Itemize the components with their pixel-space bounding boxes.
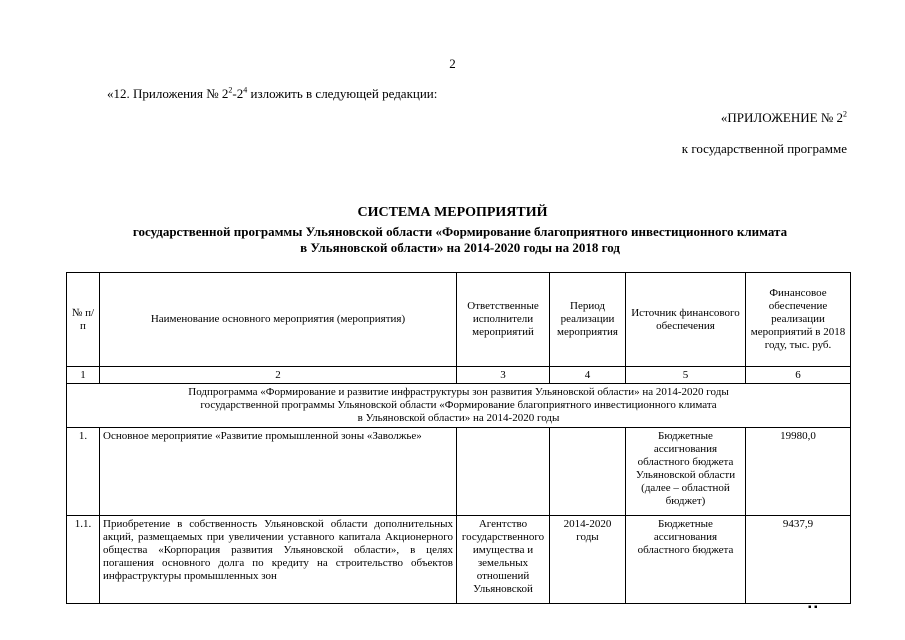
row-name: Основное мероприятие «Развитие промышленной зоны «Заволжье» (100, 428, 457, 516)
row-executors (457, 428, 550, 516)
intro-sup-1: 2 (228, 85, 233, 95)
subtitle-line-2: в Ульяновской области» на 2014-2020 годы на 2018 год (300, 240, 620, 255)
row-num: 1. (67, 428, 100, 516)
subprogram-line-3: в Ульяновской области» на 2014-2020 годы (357, 412, 560, 424)
subtitle-line-1: государственной программы Ульяновской области «Формирование благоприятного инвестиционного климата (132, 224, 788, 239)
appendix-label-text: «ПРИЛОЖЕНИЕ № 2 (720, 110, 843, 125)
header-source: Источник финансового обеспечения (626, 273, 746, 367)
measures-table (66, 272, 851, 604)
row-source: Бюджетные ассигнования областного бюджета (626, 516, 746, 604)
row-finance: 9437,9 (746, 516, 851, 604)
row-source: Бюджетные ассигнования областного бюджета Ульяновской области (далее – областной бюджет) (626, 428, 746, 516)
header-num: № п/п (67, 273, 100, 367)
table-row (67, 428, 851, 516)
subprogram-row (67, 384, 851, 428)
subprogram-line-1: Подпрограмма «Формирование и развитие инфраструктуры зон развития Ульяновской области» на 2014-2020 годы (188, 386, 729, 398)
intro-mid: -2 (232, 86, 244, 101)
appendix-label (721, 110, 847, 126)
appendix-subtitle: к государственной программе (681, 141, 847, 156)
column-number: 1 (67, 367, 100, 384)
subprogram-line-2: государственной программы Ульяновской области «Формирование благоприятного инвестиционного климата (200, 399, 717, 411)
table-row (67, 516, 851, 604)
column-number: 2 (100, 367, 457, 384)
header-finance: Финансовое обеспечение реализации мероприятий в 2018 году, тыс. руб. (746, 273, 851, 367)
row-executors: Агентство государственного имущества и земельных отношений Ульяновской (457, 516, 550, 604)
page-number: 2 (449, 56, 456, 71)
column-number: 4 (550, 367, 626, 384)
intro-suffix: изложить в следующей редакции: (247, 86, 438, 101)
table-header-row (67, 273, 851, 367)
header-executors: Ответственные исполнители мероприятий (457, 273, 550, 367)
column-number: 5 (626, 367, 746, 384)
row-period: 2014-2020 годы (550, 516, 626, 604)
row-name: Приобретение в собственность Ульяновской области дополнительных акций, размещаемых при увеличении уставного капитала Акционерного общества «Корпорация развития Ульяновской области», в целях погашения основного долга по кредиту на строительство объектов инфраструктуры промышленных зон (100, 516, 457, 604)
document-title: СИСТЕМА МЕРОПРИЯТИЙ (357, 205, 548, 220)
intro-sup-2: 4 (243, 85, 248, 95)
header-name: Наименование основного мероприятия (мероприятия) (100, 273, 457, 367)
scan-mark: ▪ ▪ (808, 602, 818, 613)
row-num: 1.1. (67, 516, 100, 604)
column-number: 6 (746, 367, 851, 384)
document-subtitle (60, 224, 860, 256)
intro-paragraph (107, 86, 437, 102)
header-period: Период реализации мероприятия (550, 273, 626, 367)
appendix-sup: 2 (843, 109, 847, 119)
subprogram-heading (67, 384, 851, 428)
intro-prefix: «12. Приложения № 2 (107, 86, 229, 101)
row-finance: 19980,0 (746, 428, 851, 516)
row-period (550, 428, 626, 516)
column-number: 3 (457, 367, 550, 384)
column-number-row (67, 367, 851, 384)
